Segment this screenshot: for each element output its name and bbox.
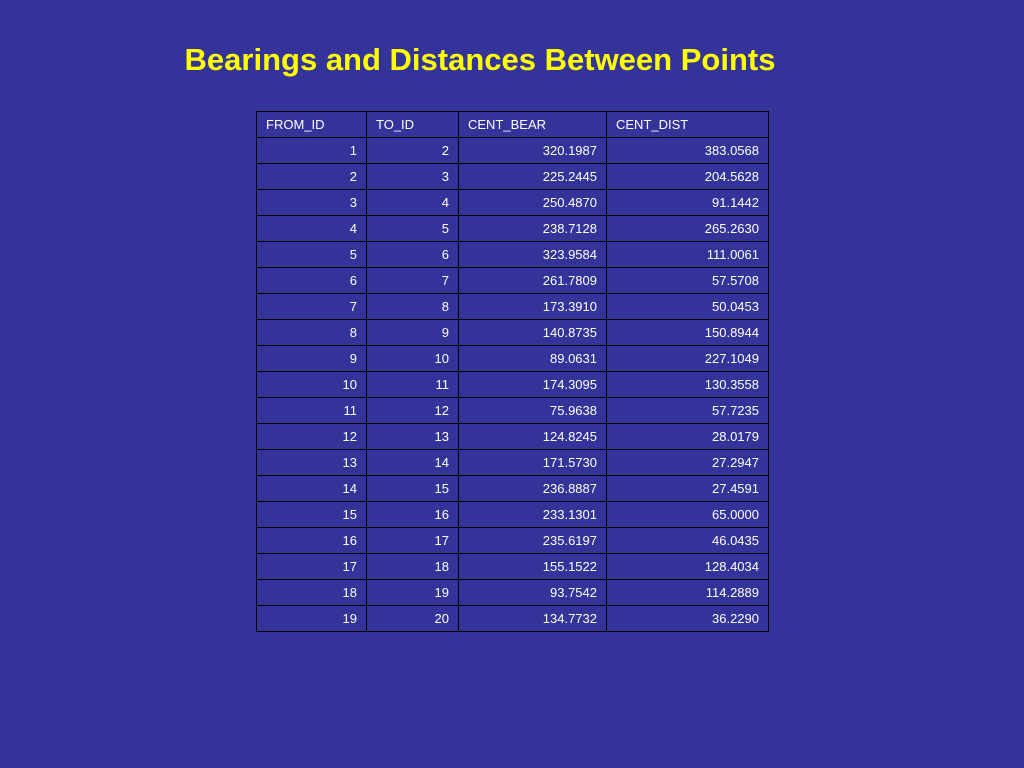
cent-bear-cell: 261.7809	[459, 268, 607, 294]
to-id-cell: 17	[367, 528, 459, 554]
table-row	[257, 242, 769, 268]
header-cent-bear: CENT_BEAR	[459, 112, 607, 138]
cent-dist-cell: 130.3558	[607, 372, 769, 398]
from-id-cell: 6	[257, 268, 367, 294]
cent-bear-cell: 174.3095	[459, 372, 607, 398]
to-id-cell: 7	[367, 268, 459, 294]
table-row	[257, 164, 769, 190]
bearings-table	[256, 111, 769, 632]
from-id-cell: 4	[257, 216, 367, 242]
table-row	[257, 268, 769, 294]
table-row	[257, 424, 769, 450]
cent-bear-cell: 89.0631	[459, 346, 607, 372]
to-id-cell: 2	[367, 138, 459, 164]
table-row	[257, 554, 769, 580]
from-id-cell: 10	[257, 372, 367, 398]
header-cent-dist: CENT_DIST	[607, 112, 769, 138]
from-id-cell: 1	[257, 138, 367, 164]
cent-dist-cell: 57.7235	[607, 398, 769, 424]
to-id-cell: 13	[367, 424, 459, 450]
cent-bear-cell: 323.9584	[459, 242, 607, 268]
cent-bear-cell: 171.5730	[459, 450, 607, 476]
cent-bear-cell: 93.7542	[459, 580, 607, 606]
table-row	[257, 476, 769, 502]
from-id-cell: 5	[257, 242, 367, 268]
from-id-cell: 2	[257, 164, 367, 190]
cent-bear-cell: 250.4870	[459, 190, 607, 216]
header-to-id: TO_ID	[367, 112, 459, 138]
cent-dist-cell: 150.8944	[607, 320, 769, 346]
from-id-cell: 19	[257, 606, 367, 632]
from-id-cell: 3	[257, 190, 367, 216]
cent-bear-cell: 124.8245	[459, 424, 607, 450]
cent-bear-cell: 320.1987	[459, 138, 607, 164]
table-row	[257, 502, 769, 528]
table-row	[257, 216, 769, 242]
to-id-cell: 20	[367, 606, 459, 632]
from-id-cell: 12	[257, 424, 367, 450]
to-id-cell: 14	[367, 450, 459, 476]
to-id-cell: 10	[367, 346, 459, 372]
header-row	[257, 112, 769, 138]
cent-dist-cell: 27.4591	[607, 476, 769, 502]
table-row	[257, 528, 769, 554]
cent-dist-cell: 50.0453	[607, 294, 769, 320]
cent-dist-cell: 46.0435	[607, 528, 769, 554]
table-row	[257, 190, 769, 216]
table-row	[257, 138, 769, 164]
from-id-cell: 9	[257, 346, 367, 372]
from-id-cell: 18	[257, 580, 367, 606]
cent-dist-cell: 27.2947	[607, 450, 769, 476]
from-id-cell: 13	[257, 450, 367, 476]
table-row	[257, 320, 769, 346]
table-row	[257, 372, 769, 398]
to-id-cell: 16	[367, 502, 459, 528]
cent-bear-cell: 173.3910	[459, 294, 607, 320]
from-id-cell: 16	[257, 528, 367, 554]
to-id-cell: 12	[367, 398, 459, 424]
cent-dist-cell: 91.1442	[607, 190, 769, 216]
cent-bear-cell: 236.8887	[459, 476, 607, 502]
cent-dist-cell: 57.5708	[607, 268, 769, 294]
table-row	[257, 294, 769, 320]
cent-dist-cell: 36.2290	[607, 606, 769, 632]
table-row	[257, 606, 769, 632]
to-id-cell: 9	[367, 320, 459, 346]
table-row	[257, 450, 769, 476]
table-row	[257, 346, 769, 372]
slide-title: Bearings and Distances Between Points	[184, 42, 776, 77]
cent-bear-cell: 225.2445	[459, 164, 607, 190]
from-id-cell: 17	[257, 554, 367, 580]
cent-dist-cell: 383.0568	[607, 138, 769, 164]
cent-dist-cell: 265.2630	[607, 216, 769, 242]
table-header	[257, 112, 769, 138]
cent-dist-cell: 114.2889	[607, 580, 769, 606]
cent-dist-cell: 65.0000	[607, 502, 769, 528]
from-id-cell: 14	[257, 476, 367, 502]
to-id-cell: 18	[367, 554, 459, 580]
cent-bear-cell: 155.1522	[459, 554, 607, 580]
cent-bear-cell: 75.9638	[459, 398, 607, 424]
cent-bear-cell: 134.7732	[459, 606, 607, 632]
cent-dist-cell: 28.0179	[607, 424, 769, 450]
to-id-cell: 15	[367, 476, 459, 502]
cent-dist-cell: 227.1049	[607, 346, 769, 372]
to-id-cell: 3	[367, 164, 459, 190]
cent-bear-cell: 233.1301	[459, 502, 607, 528]
table-row	[257, 398, 769, 424]
to-id-cell: 19	[367, 580, 459, 606]
to-id-cell: 5	[367, 216, 459, 242]
to-id-cell: 11	[367, 372, 459, 398]
to-id-cell: 4	[367, 190, 459, 216]
from-id-cell: 11	[257, 398, 367, 424]
header-from-id: FROM_ID	[257, 112, 367, 138]
to-id-cell: 8	[367, 294, 459, 320]
table-row	[257, 580, 769, 606]
from-id-cell: 15	[257, 502, 367, 528]
cent-dist-cell: 111.0061	[607, 242, 769, 268]
to-id-cell: 6	[367, 242, 459, 268]
cent-bear-cell: 140.8735	[459, 320, 607, 346]
cent-dist-cell: 204.5628	[607, 164, 769, 190]
table-body	[257, 138, 769, 632]
from-id-cell: 8	[257, 320, 367, 346]
cent-dist-cell: 128.4034	[607, 554, 769, 580]
cent-bear-cell: 238.7128	[459, 216, 607, 242]
cent-bear-cell: 235.6197	[459, 528, 607, 554]
from-id-cell: 7	[257, 294, 367, 320]
